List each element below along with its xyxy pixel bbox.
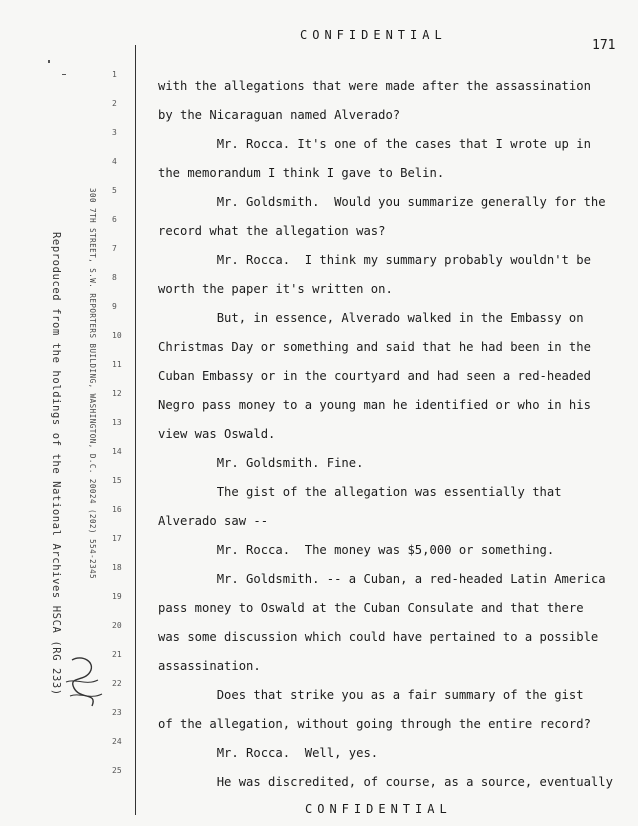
margin-rule [135,45,136,815]
line-number: 25 [112,766,122,775]
transcript-line: with the allegations that were made after the assassination [158,79,591,93]
line-number: 17 [112,534,122,543]
line-number: 4 [112,157,117,166]
line-number: 22 [112,679,122,688]
transcript-line: Mr. Goldsmith. Would you summarize generally for the [158,195,606,209]
scan-speck [62,74,66,75]
line-number: 24 [112,737,122,746]
line-number: 14 [112,447,122,456]
transcript-line: But, in essence, Alverado walked in the Embassy on [158,311,584,325]
transcript-line: Mr. Goldsmith. Fine. [158,456,364,470]
line-number: 8 [112,273,117,282]
reporter-address: 300 7TH STREET, S.W. REPORTERS BUILDING, WASHINGTON, D.C. 20024 (202) 554-2345 [88,188,97,580]
transcript-line: by the Nicaraguan named Alverado? [158,108,401,122]
line-number: 18 [112,563,122,572]
archive-reproduction-note: Reproduced from the holdings of the National Archives HSCA (RG 233) [50,232,62,696]
transcript-line: Cuban Embassy or in the courtyard and had seen a red-headed [158,369,591,383]
transcript-line: record what the allegation was? [158,224,386,238]
transcript-line: of the allegation, without going through the entire record? [158,717,591,731]
scan-speck [48,60,50,63]
line-number: 21 [112,650,122,659]
archive-stamp-scribble [62,652,110,714]
transcript-line: Alverado saw -- [158,514,269,528]
transcript-line: Mr. Goldsmith. -- a Cuban, a red-headed Latin America [158,572,606,586]
line-number: 19 [112,592,122,601]
transcript-line: Negro pass money to a young man he identified or who in his [158,398,591,412]
line-number: 12 [112,389,122,398]
line-number: 16 [112,505,122,514]
transcript-line: assassination. [158,659,261,673]
line-number: 2 [112,99,117,108]
transcript-line: was some discussion which could have pertained to a possible [158,630,599,644]
transcript-line: Mr. Rocca. The money was $5,000 or something. [158,543,555,557]
line-number: 9 [112,302,117,311]
transcript-line: Christmas Day or something and said that he had been in the [158,340,591,354]
transcript-line: He was discredited, of course, as a source, eventually [158,775,613,789]
line-number: 7 [112,244,117,253]
line-number: 23 [112,708,122,717]
transcript-line: the memorandum I think I gave to Belin. [158,166,445,180]
transcript-line: Does that strike you as a fair summary of the gist [158,688,584,702]
page-number: 171 [592,38,616,53]
transcript-line: Mr. Rocca. It's one of the cases that I wrote up in [158,137,591,151]
line-number: 13 [112,418,122,427]
line-number: 3 [112,128,117,137]
line-number: 15 [112,476,122,485]
transcript-line: pass money to Oswald at the Cuban Consulate and that there [158,601,584,615]
line-number: 20 [112,621,122,630]
transcript-line: The gist of the allegation was essentially that [158,485,562,499]
line-number: 5 [112,186,117,195]
transcript-line: Mr. Rocca. Well, yes. [158,746,379,760]
line-number: 1 [112,70,117,79]
transcript-line: worth the paper it's written on. [158,282,393,296]
confidential-footer: CONFIDENTIAL [305,802,452,816]
confidential-header: CONFIDENTIAL [300,28,447,42]
line-number: 6 [112,215,117,224]
line-number: 10 [112,331,122,340]
transcript-line: view was Oswald. [158,427,276,441]
line-number: 11 [112,360,122,369]
transcript-line: Mr. Rocca. I think my summary probably wouldn't be [158,253,591,267]
